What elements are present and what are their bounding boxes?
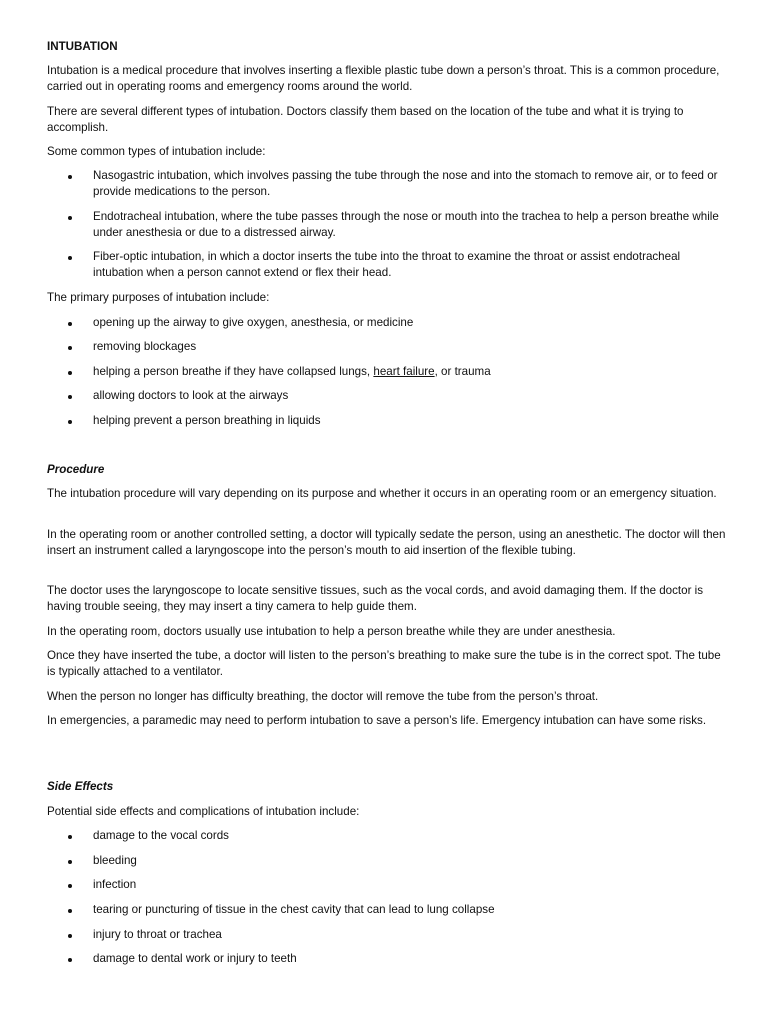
document-title: INTUBATION [47,40,118,53]
list-item: damage to dental work or injury to teeth [93,952,297,965]
list-item: damage to the vocal cords [93,829,229,842]
bullet-icon [68,209,76,225]
paragraph: In the operating room or another controlled setting, a doctor will typically sedate the person, using an anesthetic. The doctor will then insert an instrument called a laryngoscope into the person’s mouth to aid insertion of the flexible tubing. [47,528,726,557]
bullet-icon [68,828,76,844]
list-item: Endotracheal intubation, where the tube passes through the nose or mouth into the trachea to help a person breathe while under anesthesia or due to a distressed airway. [93,210,719,239]
paragraph: The doctor uses the laryngoscope to locate sensitive tissues, such as the vocal cords, and avoid damaging them. If the doctor is having trouble seeing, they may insert a tiny camera to help guide them. [47,584,704,613]
bullet-icon [68,413,76,429]
heart-failure-link[interactable]: heart failure [373,365,435,378]
list-item [93,364,723,380]
bullet-icon [68,877,76,893]
paragraph: In emergencies, a paramedic may need to perform intubation to save a person’s life. Emergency intubation can have some risks. [47,714,707,727]
bullet-icon [68,853,76,869]
paragraph: Intubation is a medical procedure that involves inserting a flexible plastic tube down a person’s throat. This is a common procedure, carried out in operating rooms and emergency rooms around the world. [47,64,720,93]
bullet-icon [68,249,76,265]
paragraph: The primary purposes of intubation include: [47,291,270,304]
paragraph: Potential side effects and complications of intubation include: [47,805,360,818]
paragraph: There are several different types of intubation. Doctors classify them based on the location of the tube and what it is trying to accomplish. [47,105,684,134]
list-item: Fiber-optic intubation, in which a doctor inserts the tube into the throat to examine the throat or assist endotracheal intubation when a person cannot extend or flex their head. [93,250,681,279]
bullet-icon [68,364,76,380]
bullet-icon [68,168,76,184]
list-item: infection [93,878,137,891]
list-item-text: , or trauma [434,365,491,378]
list-item: allowing doctors to look at the airways [93,389,289,402]
paragraph: The intubation procedure will vary depending on its purpose and whether it occurs in an operating room or an emergency situation. [47,487,717,500]
bullet-icon [68,951,76,967]
list-item: bleeding [93,854,137,867]
bullet-icon [68,902,76,918]
bullet-icon [68,927,76,943]
section-heading-procedure: Procedure [47,463,105,476]
paragraph: Some common types of intubation include: [47,145,266,158]
list-item-text: helping a person breathe if they have collapsed lungs, [93,365,374,378]
paragraph: When the person no longer has difficulty breathing, the doctor will remove the tube from the person’s throat. [47,690,599,703]
section-heading-side-effects: Side Effects [47,780,114,793]
paragraph: Once they have inserted the tube, a doctor will listen to the person’s breathing to make sure the tube is in the correct spot. The tube is typically attached to a ventilator. [47,649,721,678]
list-item: tearing or puncturing of tissue in the chest cavity that can lead to lung collapse [93,903,495,916]
list-item: injury to throat or trachea [93,928,222,941]
list-item: removing blockages [93,340,197,353]
bullet-icon [68,388,76,404]
bullet-icon [68,315,76,331]
paragraph: In the operating room, doctors usually use intubation to help a person breathe while they are under anesthesia. [47,625,616,638]
bullet-icon [68,339,76,355]
list-item: helping prevent a person breathing in liquids [93,414,321,427]
list-item: opening up the airway to give oxygen, anesthesia, or medicine [93,316,414,329]
list-item: Nasogastric intubation, which involves passing the tube through the nose and into the stomach to remove air, or to feed or provide medications to the person. [93,169,718,198]
